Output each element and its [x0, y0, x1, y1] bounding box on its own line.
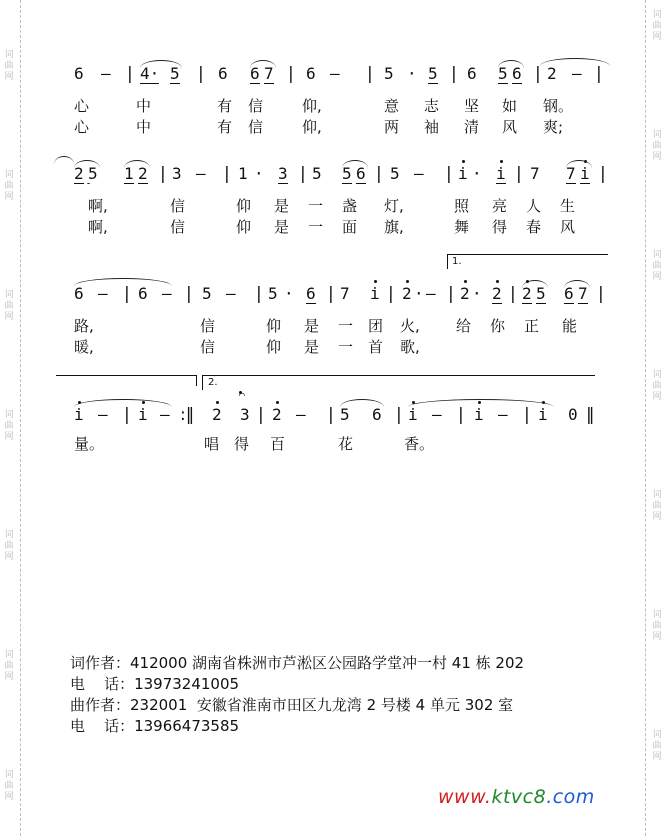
lyric: 仰	[266, 338, 282, 356]
lyric: 信	[200, 317, 216, 335]
note-high: 2	[212, 405, 222, 424]
lyric: 一	[308, 218, 324, 236]
site-logo-part: www.	[438, 786, 492, 808]
barline: |	[535, 64, 541, 84]
lyric: 量。	[74, 435, 105, 453]
site-logo	[438, 786, 595, 808]
lyric: 面	[342, 218, 358, 236]
lyric: 袖	[424, 118, 440, 136]
note: 3	[278, 164, 288, 183]
lyric: 坚	[464, 97, 480, 115]
lyric: 一	[308, 197, 324, 215]
note: 6	[356, 164, 366, 183]
note: 6	[467, 64, 477, 83]
lyric: 心	[74, 97, 90, 115]
lyric: 啊,	[88, 197, 108, 215]
lyric: 信	[170, 197, 186, 215]
note: 5	[312, 164, 322, 183]
barline: |	[124, 284, 130, 304]
note: 7	[530, 164, 540, 183]
note: 6	[564, 284, 574, 303]
note: 7	[566, 164, 576, 183]
lyric: 旗,	[384, 218, 404, 236]
lyric: 给	[456, 317, 472, 335]
barline: |	[124, 405, 130, 425]
lyric: 歌,	[400, 338, 420, 356]
watermark-group: 词 曲 网	[652, 250, 662, 282]
lyric: 香。	[404, 435, 435, 453]
lyric: 百	[270, 435, 286, 453]
lyric: 得	[234, 435, 250, 453]
dash: –	[98, 405, 108, 424]
lyric: 火,	[400, 317, 420, 335]
lyric: 路,	[74, 317, 94, 335]
volta-label: 2.	[208, 377, 218, 388]
note: 3	[172, 164, 182, 183]
note-high: i	[580, 164, 590, 183]
lyric: 首	[368, 338, 384, 356]
barline: |	[256, 284, 262, 304]
watermark-group: 词 曲 网	[652, 130, 662, 162]
barline: |	[367, 64, 373, 84]
lyric: 灯,	[384, 197, 404, 215]
notes-row	[0, 405, 668, 429]
note-fermata: ⌒ 3	[240, 405, 250, 425]
lyric: 中	[136, 97, 152, 115]
note: 6	[138, 284, 148, 303]
barline: |	[451, 64, 457, 84]
note-high: 2	[460, 284, 470, 303]
volta-1-end	[56, 375, 197, 386]
lyric: 得	[492, 218, 508, 236]
note: 5	[88, 164, 98, 183]
note: 2	[547, 64, 557, 83]
dot: ·	[472, 284, 482, 303]
lyric: 一	[338, 338, 354, 356]
barline: |	[300, 164, 306, 184]
barline: |	[198, 64, 204, 84]
note-high: i	[74, 405, 84, 424]
dot: ·	[472, 164, 482, 183]
watermark-group: 词 曲 网	[4, 410, 14, 442]
watermark-group: 词 曲 网	[4, 770, 14, 802]
dash: –	[196, 164, 206, 183]
barline: |	[224, 164, 230, 184]
note: 1	[238, 164, 248, 183]
note: 5	[498, 64, 508, 83]
lyric: 暖,	[74, 338, 94, 356]
note-high: 2	[402, 284, 412, 303]
lyric: 正	[524, 317, 540, 335]
note: 6	[250, 64, 260, 83]
dot: ·	[284, 284, 294, 303]
lyric: 生	[560, 197, 576, 215]
note: 6	[512, 64, 522, 83]
lyricist-line: 词作者：412000 湖南省株洲市芦淞区公园路学堂冲一村 41 栋 202	[70, 654, 525, 672]
barline: |	[458, 405, 464, 425]
lyric: 人	[526, 197, 542, 215]
barline: |	[600, 164, 606, 184]
lyric: 一	[338, 317, 354, 335]
lyric: 信	[170, 218, 186, 236]
dash: –	[426, 284, 436, 303]
note: 1	[124, 164, 134, 183]
lyric: 花	[338, 435, 354, 453]
watermark-group: 词 曲 网	[4, 530, 14, 562]
note: 5	[202, 284, 212, 303]
dash: –	[498, 405, 508, 424]
lyric: 仰	[236, 218, 252, 236]
lyric: 有	[217, 118, 233, 136]
note: 5	[268, 284, 278, 303]
note: 6	[372, 405, 382, 424]
lyric: 信	[200, 338, 216, 356]
dash: –	[432, 405, 442, 424]
lyric: 两	[384, 118, 400, 136]
notes-row	[0, 64, 668, 88]
note-high: i	[496, 164, 506, 183]
dash: –	[414, 164, 424, 183]
lyric: 团	[368, 317, 384, 335]
lyric: 盏	[342, 197, 358, 215]
lyric: 仰	[266, 317, 282, 335]
barline: |	[376, 164, 382, 184]
watermark-group: 词 曲 网	[652, 370, 662, 402]
barline: |	[598, 284, 604, 304]
author-info	[70, 653, 630, 737]
barline: |	[328, 405, 334, 425]
lyric: 舞	[454, 218, 470, 236]
note-high: i	[370, 284, 380, 303]
dash: –	[330, 64, 340, 83]
barline: |	[288, 64, 294, 84]
note-high: 2	[272, 405, 282, 424]
volta-2	[202, 375, 595, 390]
rest: 0	[568, 405, 578, 424]
barline: |	[127, 64, 133, 84]
watermark-group: 词 曲 网	[652, 730, 662, 762]
barline: |	[388, 284, 394, 304]
note: 5	[428, 64, 438, 83]
note: 5	[384, 64, 394, 83]
lyric: 是	[304, 317, 320, 335]
note: 7	[264, 64, 274, 83]
lyric: 清	[464, 118, 480, 136]
site-logo-part: .com	[546, 786, 595, 808]
barline: |	[258, 405, 264, 425]
dash: –	[98, 284, 108, 303]
composer-line: 曲作者：232001 安徽省淮南市田区九龙湾 2 号楼 4 单元 302 室	[70, 696, 514, 714]
note: 5	[390, 164, 400, 183]
note: 6	[306, 284, 316, 303]
barline: |	[446, 164, 452, 184]
note: 6	[74, 64, 84, 83]
barline: |	[510, 284, 516, 304]
note: 2	[74, 164, 84, 183]
watermark-group: 词 曲 网	[4, 650, 14, 682]
watermark-group: 词 曲 网	[652, 490, 662, 522]
lyric: 如	[502, 97, 518, 115]
note: 5	[342, 164, 352, 183]
dash: –	[226, 284, 236, 303]
note: 7	[340, 284, 350, 303]
lyric: 能	[562, 317, 578, 335]
lyric: 风	[502, 118, 518, 136]
watermark-group: 词 曲 网	[652, 10, 662, 42]
note: 5	[340, 405, 350, 424]
lyric: 亮	[492, 197, 508, 215]
lyric: 你	[490, 317, 506, 335]
watermark-group: 词 曲 网	[4, 170, 14, 202]
note: 4·	[140, 64, 160, 83]
note: 5	[170, 64, 180, 83]
lyric: 仰,	[302, 97, 322, 115]
note-high: i	[538, 405, 548, 424]
lyric: 意	[384, 97, 400, 115]
dot: ·	[254, 164, 264, 183]
note-high: i	[408, 405, 418, 424]
barline: |	[596, 64, 602, 84]
lyric: 中	[136, 118, 152, 136]
barline: |	[396, 405, 402, 425]
lyric: 信	[248, 118, 264, 136]
note: 6	[74, 284, 84, 303]
lyric: 钢。	[543, 97, 574, 115]
barline: |	[524, 405, 530, 425]
note: 5	[536, 284, 546, 303]
lyric: 仰	[236, 197, 252, 215]
lyric: 心	[74, 118, 90, 136]
lyric: 啊,	[88, 218, 108, 236]
volta-label: 1.	[452, 256, 462, 267]
note-high: i	[138, 405, 148, 424]
note-high: 2	[492, 284, 502, 303]
lyricist-phone: 电 话：13973241005	[70, 675, 240, 693]
note-high: 2	[522, 284, 532, 303]
watermark-group: 词 曲 网	[4, 50, 14, 82]
dash: –	[160, 405, 170, 424]
note-high: i	[458, 164, 468, 183]
watermark-group: 词 曲 网	[652, 610, 662, 642]
dash: –	[162, 284, 172, 303]
note: 7	[578, 284, 588, 303]
note-high: i	[474, 405, 484, 424]
lyric: 仰,	[302, 118, 322, 136]
dot: ·	[407, 64, 417, 83]
lyric: 是	[274, 218, 290, 236]
lyric: 志	[424, 97, 440, 115]
dot: ·	[414, 284, 424, 303]
volta-1	[447, 254, 608, 269]
lyric: 照	[454, 197, 470, 215]
barline: |	[448, 284, 454, 304]
dash: –	[572, 64, 582, 83]
barline: |	[328, 284, 334, 304]
note: 2	[138, 164, 148, 183]
dash: –	[296, 405, 306, 424]
barline: |	[516, 164, 522, 184]
site-logo-part: ktvc8	[491, 786, 547, 808]
lyric: 信	[248, 97, 264, 115]
dash: –	[101, 64, 111, 83]
barline: |	[186, 284, 192, 304]
lyric: 是	[274, 197, 290, 215]
lyric: 风	[560, 218, 576, 236]
note: 6	[306, 64, 316, 83]
watermark-group: 词 曲 网	[4, 290, 14, 322]
lyric: 是	[304, 338, 320, 356]
composer-phone: 电 话：13966473585	[70, 717, 240, 735]
barline: |	[160, 164, 166, 184]
repeat-end: :‖	[180, 405, 195, 425]
lyric: 爽;	[543, 118, 564, 136]
lyric: 唱	[204, 435, 220, 453]
lyric: 春	[526, 218, 542, 236]
note: 6	[218, 64, 228, 83]
lyric: 有	[217, 97, 233, 115]
final-barline: ‖	[586, 405, 595, 425]
